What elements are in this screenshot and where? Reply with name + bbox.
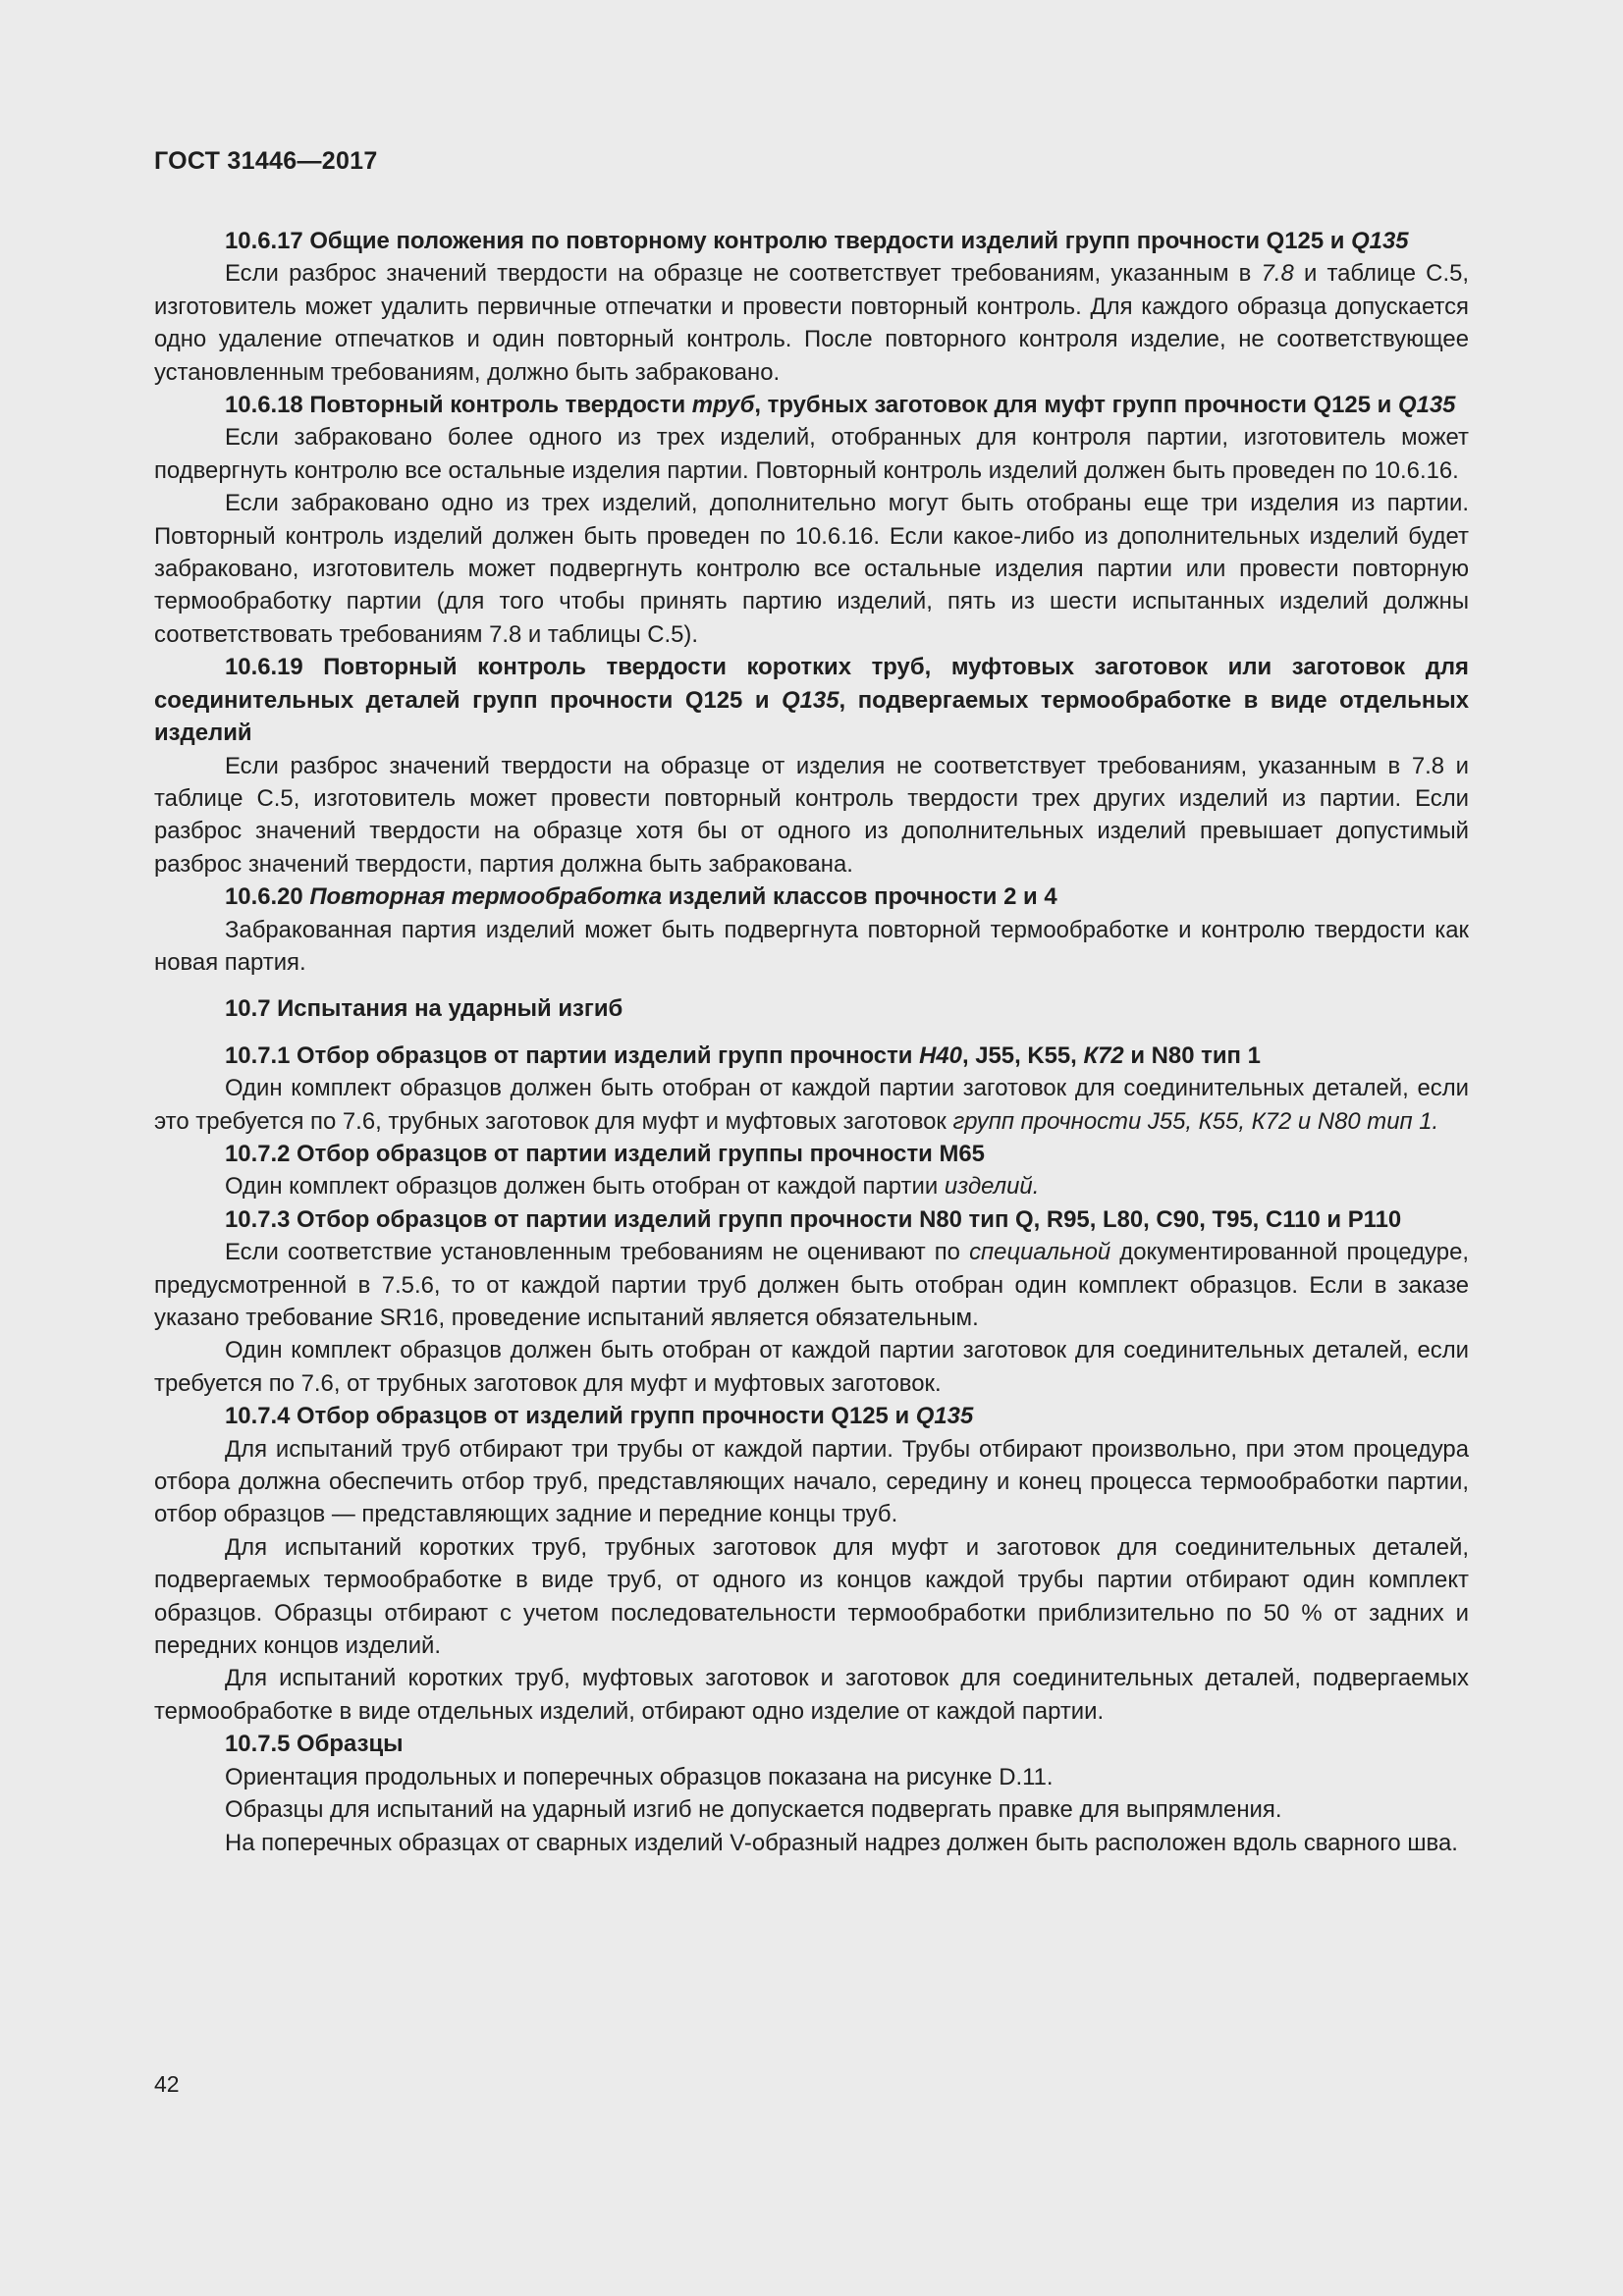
heading-10-6-17-text: 10.6.17 Общие положения по повторному контролю твердости изделий групп прочности Q125 и [225,228,1352,254]
paragraph-10-7-4-3: Для испытаний коротких труб, муфтовых заготовок и заготовок для соединительных деталей, подвергаемых термообработке в виде отдельных изделий, отбирают одно изделие от каждой партии. [154,1665,1469,1725]
heading-italic: Q135 [915,1403,974,1430]
heading-text: и N80 тип 1 [1123,1041,1261,1069]
paragraph-10-7-5-2: Образцы для испытаний на ударный изгиб не допускается подвергать правке для выпрямления. [225,1796,1282,1824]
heading-10-7-4 [154,1400,1469,1432]
heading-10-7-5: 10.7.5 Образцы [225,1731,404,1758]
heading-10-6-18 [154,389,1469,421]
paragraph-10-7-1-1 [154,1072,1469,1138]
paragraph-italic: специальной [969,1239,1111,1266]
document-code-header: ГОСТ 31446—2017 [154,147,378,175]
paragraph-10-7-3-2: Один комплект образцов должен быть отобран от каждой партии заготовок для соединительных деталей, если требуется по 7.6, от трубных заготовок для муфт и муфтовых заготовок. [154,1337,1469,1397]
paragraph-10-6-18-1: Если забраковано более одного из трех изделий, отобранных для контроля партии, изготовитель может подвергнуть контролю все остальные изделия партии. Повторный контроль изделий должен быть проведен по 10.6.16. [154,424,1469,484]
heading-italic: Q135 [1397,392,1456,419]
paragraph-text: документированной процедуре, предусмотренной в 7.5.6, то от каждой партии труб должен быть отобран один комплект образцов. Если в заказе указано требование SR16, проведение испытаний является обязательным. [154,1239,1469,1331]
paragraph-10-6-18-2: Если забраковано одно из трех изделий, дополнительно могут быть отобраны еще три изделия из партии. Повторный контроль изделий должен быть проведен по 10.6.16. Если какое-либо из дополнительных изделий будет забраковано, изготовитель может подвергнуть контролю все остальные изделия партии или провести повторную термообработку партии (для того чтобы принять партию изделий, пять из шести испытанных изделий должны соответствовать требованиям 7.8 и таблицы С.5). [154,490,1469,648]
heading-text: 10.7.1 Отбор образцов от партии изделий групп прочности [225,1041,920,1069]
paragraph-italic-ref: 7.8 [1261,260,1294,288]
heading-10-6-19 [154,651,1469,749]
heading-italic: Повторная термообработка [309,883,663,911]
page-number: 42 [154,2071,180,2097]
paragraph-text: и таблице С.5, изготовитель может удалить первичные отпечатки и провести повторный контроль. Для каждого образца допускается одно удаление отпечатков и один повторный контроль. После повторного контроля изделие, не соответствующее установленным требованиям, должно быть забраковано. [154,260,1469,386]
document-body [154,225,1469,1859]
heading-text: 10.7.4 Отбор образцов от изделий групп прочности Q125 и [225,1403,916,1430]
paragraph-10-6-20-1: Забракованная партия изделий может быть подвергнута повторной термообработке и контролю твердости как новая партия. [154,916,1469,976]
heading-italic: Н40 [919,1041,962,1069]
heading-10-6-20 [154,881,1469,913]
heading-italic: труб [691,392,755,419]
heading-text: 10.6.19 Повторный контроль твердости коротких труб, муфтовых заготовок или заготовок для соединительных деталей групп прочности Q125 и [154,654,1469,714]
paragraph-10-7-5-3: На поперечных образцах от сварных изделий V-образный надрез должен быть расположен вдоль сварного шва. [225,1829,1458,1856]
paragraph-10-7-4-1: Для испытаний труб отбирают три трубы от каждой партии. Трубы отбирают произвольно, при этом процедура отбора должна обеспечить отбор труб, представляющих начало, середину и конец процесса термообработки партии, отбор образцов — представляющих задние и передние концы труб. [154,1435,1469,1528]
heading-10-6-17-italic: Q135 [1351,228,1409,254]
heading-10-7-1 [154,1040,1469,1072]
paragraph-italic: групп прочности J55, К55, К72 и N80 тип 1. [952,1107,1439,1135]
heading-italic: К72 [1083,1041,1124,1069]
paragraph-10-7-3-1 [154,1236,1469,1334]
heading-text: , J55, K55, [961,1041,1084,1069]
paragraph-10-7-4-2: Для испытаний коротких труб, трубных заготовок для муфт и заготовок для соединительных деталей, подвергаемых термообработке в виде труб, от одного из концов каждой трубы партии отбирают один комплект образцов. Образцы отбирают с учетом последовательности термообработки приблизительно по 50 % от задних и передних концов изделий. [154,1533,1469,1660]
heading-text: 10.6.20 [225,883,310,911]
heading-text: , трубных заготовок для муфт групп прочности Q125 и [754,392,1398,419]
paragraph-10-6-19-1: Если разброс значений твердости на образце от изделия не соответствует требованиям, указанным в 7.8 и таблице С.5, изготовитель может провести повторный контроль твердости трех других изделий из партии. Если разброс значений твердости на образце хотя бы от одного из дополнительных изделий превышает допустимый разброс значений твердости, партия должна быть забракована. [154,752,1469,878]
paragraph-text: Один комплект образцов должен быть отобран от каждой партии [225,1173,945,1201]
paragraph-10-6-17-1 [154,257,1469,389]
heading-10-7-2: 10.7.2 Отбор образцов от партии изделий группы прочности М65 [225,1140,985,1167]
paragraph-italic: изделий. [944,1173,1040,1201]
heading-italic: Q135 [782,686,839,714]
paragraph-text: Один комплект образцов должен быть отобран от каждой партии заготовок для соединительных деталей, если это требуется по 7.6, трубных заготовок для муфт и муфтовых заготовок [154,1075,1469,1135]
heading-text: 10.6.18 Повторный контроль твердости [225,392,692,419]
heading-10-7-3: 10.7.3 Отбор образцов от партии изделий групп прочности N80 тип Q, R95, L80, С90, Т95, С110 и Р110 [225,1205,1402,1233]
paragraph-text: Если разброс значений твердости на образце не соответствует требованиям, указанным в [225,260,1262,288]
heading-10-7: 10.7 Испытания на ударный изгиб [225,995,623,1023]
paragraph-text: Если соответствие установленным требованиям не оценивают по [225,1239,970,1266]
heading-text: , подвергаемых термообработке в виде отдельных изделий [154,686,1470,747]
paragraph-10-7-2-1 [154,1170,1469,1202]
paragraph-10-7-5-1: Ориентация продольных и поперечных образцов показана на рисунке D.11. [225,1763,1054,1790]
heading-10-6-17 [154,225,1469,257]
heading-text: изделий классов прочности 2 и 4 [662,883,1057,911]
